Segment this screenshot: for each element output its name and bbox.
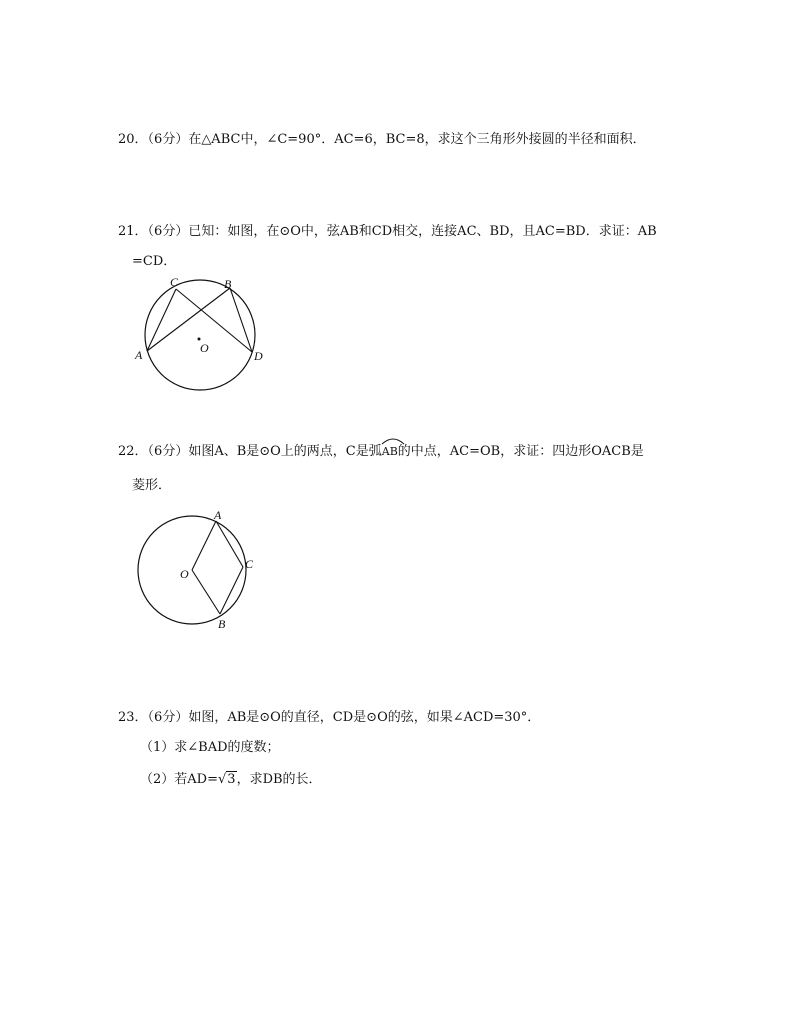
problem-22-line-1-pre: 22．（6分）如图A、B是⊙O上的两点，C是弧 [118,444,382,459]
segment-ob [192,570,220,614]
arc-ab-text: AB [381,445,398,458]
problem-20-text: 20．（6分）在△ABC中，∠C=90°．AC=6，BC=8，求这个三角形外接圆的半径和面积． [118,132,646,147]
circle-o [145,280,255,390]
problem-21-line-2: =CD． [132,254,177,269]
label-b: B [218,617,226,631]
label-o: O [200,341,209,355]
problem-21-figure [128,272,278,402]
segment-oa [192,521,216,570]
problem-23-part-2 [140,772,322,788]
segment-ac [147,289,176,351]
problem-21-line-1: 21．（6分）已知：如图，在⊙O中，弦AB和CD相交，连接AC、BD，且AC=BD．求证：AB [118,224,657,239]
sqrt-radicand: 3 [227,772,236,787]
arc-mark [381,437,405,445]
label-c: C [245,557,254,571]
problem-23-part-1: （1）求∠BAD的度数； [140,740,280,755]
problem-22-line-1 [118,444,644,460]
problem-22-figure [128,506,268,634]
problem-22-line-2: 菱形． [132,478,172,493]
label-b: B [224,277,232,291]
arc-ab-label [382,444,398,460]
label-d: D [254,349,263,363]
label-o: O [180,567,189,581]
part-2-pre: （2）若AD= [140,772,218,787]
sqrt-expression: √3 [217,772,236,787]
label-c: C [170,275,179,289]
label-a: A [214,508,222,522]
label-a: A [135,348,143,362]
problem-23-line-1: 23．（6分）如图，AB是⊙O的直径，CD是⊙O的弦，如果∠ACD=30°． [118,710,541,725]
problem-22-line-1-post: 的中点，AC=OB，求证：四边形OACB是 [397,444,644,459]
part-2-post: ，求DB的长． [236,772,322,787]
